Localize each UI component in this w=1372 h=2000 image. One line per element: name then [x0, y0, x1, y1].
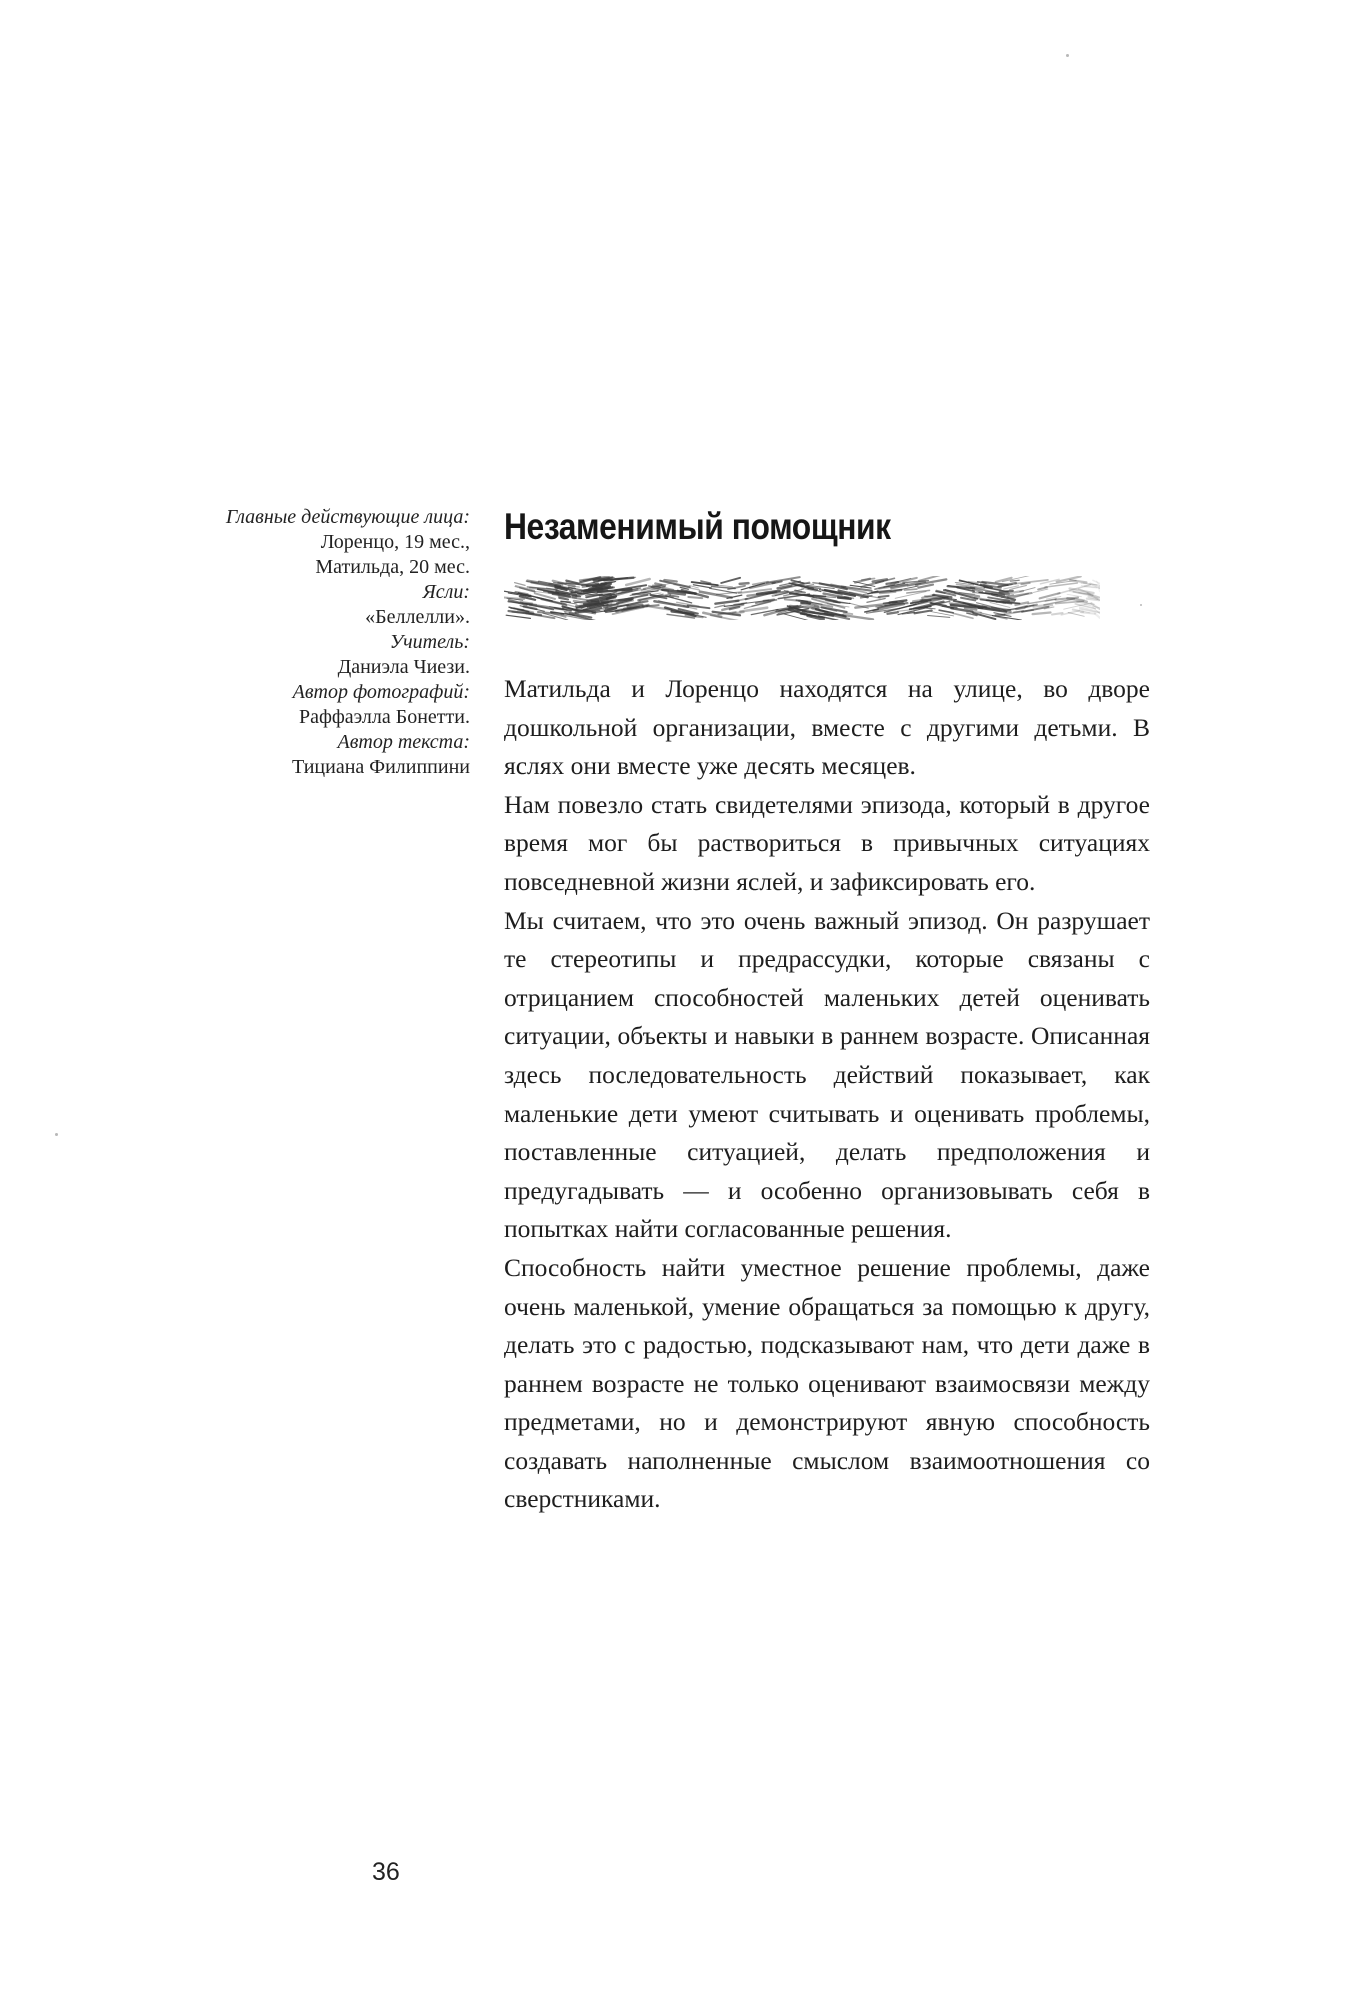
ornament-stroke: [721, 578, 740, 583]
ornament-stroke: [862, 579, 875, 581]
ornament-stroke: [1095, 614, 1100, 618]
ornament-stroke: [844, 613, 853, 614]
page-number: 36: [372, 1858, 400, 1886]
ornament-stroke: [572, 596, 580, 597]
ornament-stroke: [1033, 613, 1051, 615]
ornament-stroke: [559, 598, 568, 600]
ornament-stroke: [1000, 591, 1013, 592]
ornament-stroke: [939, 610, 953, 613]
text-author-label: Автор текста:: [337, 731, 470, 753]
ornament-stroke: [902, 612, 914, 614]
paragraph-1: Матильда и Лоренцо находятся на улице, во дворе дошкольной организации, вместе с другими детьми. В яслях они вместе уже десять месяцев.: [504, 674, 1150, 781]
ornament-stroke: [971, 612, 981, 613]
photo-author-name: Раффаэлла Бонетти.: [299, 706, 470, 728]
ornament-stroke: [890, 600, 907, 602]
child-matilda: Матильда, 20 мес.: [315, 556, 470, 578]
ornament-stroke: [561, 601, 570, 602]
article-body: [504, 670, 1150, 1519]
ornament-stroke: [664, 580, 676, 581]
main-characters-label: Главные действующие лица:: [225, 506, 470, 528]
ornament-stroke: [879, 596, 889, 597]
ornament-stroke: [506, 615, 530, 618]
ornament-stroke: [808, 589, 817, 590]
ornament-stroke: [541, 599, 567, 605]
paragraph-3: Мы считаем, что это очень важный эпизод. Он разрушает те стереотипы и предрассудки, которые связаны с отрицанием способностей маленьких детей оценивать ситуации, объекты и навыки в раннем возрасте. Описанная здесь последовательность действий показывает, как маленькие дети умеют считывать и оценивать проблемы, поставленные ситуацией, делать предположения и предугадывать — и особенно организовывать себя в попытках найти согласованные решения.: [504, 905, 1150, 1244]
ornament-stroke: [628, 605, 643, 607]
teacher-name: Даниэла Чиези.: [337, 656, 470, 678]
nursery-name: «Беллелли».: [365, 606, 470, 628]
ornament-stroke: [515, 583, 526, 586]
photo-author-label: Автор фотографий:: [292, 681, 470, 703]
nursery-label: Ясли:: [422, 581, 470, 603]
scan-speck: [55, 1133, 58, 1136]
ornament-stroke: [1087, 599, 1099, 601]
ornament-stroke: [888, 612, 898, 614]
hatched-ornament-divider: [504, 576, 1100, 620]
ornament-stroke: [740, 583, 749, 584]
ornament-stroke: [1045, 583, 1077, 587]
paragraph-4: Способность найти уместное решение проблемы, даже очень маленькой, умение обращаться за помощью к другу, делать это с радостью, подсказывают нам, что дети даже в раннем возрасте не только оценивают взаимосвязи между предметами, но и демонстрируют явную способность создавать наполненные смыслом взаимоотношения со сверстниками.: [504, 1252, 1150, 1514]
ornament-stroke: [904, 589, 917, 590]
child-lorenzo: Лоренцо, 19 мес.,: [320, 531, 470, 553]
ornament-stroke: [688, 597, 702, 598]
ornament-stroke: [611, 579, 619, 580]
ornament-stroke: [1020, 588, 1036, 592]
ornament-stroke: [813, 595, 825, 596]
teacher-label: Учитель:: [389, 631, 470, 653]
ornament-stroke: [1081, 583, 1097, 584]
ornament-stroke: [801, 603, 810, 604]
credits-block: [170, 505, 470, 780]
ornament-stroke: [1045, 599, 1055, 601]
paragraph-2: Нам повезло стать свидетелями эпизода, который в другое время мог бы раствориться в привычных ситуациях повседневной жизни яслей, и зафиксировать его.: [504, 789, 1150, 896]
article-title: Незаменимый помощник: [504, 506, 891, 547]
ornament-stroke: [867, 599, 885, 603]
ornament-stroke: [1010, 580, 1019, 581]
ornament-stroke: [511, 608, 524, 609]
scan-speck: [1066, 54, 1069, 57]
ornament-stroke: [826, 600, 840, 602]
ornament-stroke: [1067, 594, 1081, 596]
scan-speck: [1140, 604, 1142, 606]
ornament-stroke: [1004, 601, 1014, 602]
ornament-stroke: [928, 616, 950, 618]
ornament-stroke: [528, 581, 538, 583]
ornament-stroke: [626, 579, 650, 585]
ornament-stroke: [715, 605, 725, 607]
text-author-name: Тициана Филиппини: [292, 756, 470, 778]
ornament-stroke: [926, 608, 935, 609]
